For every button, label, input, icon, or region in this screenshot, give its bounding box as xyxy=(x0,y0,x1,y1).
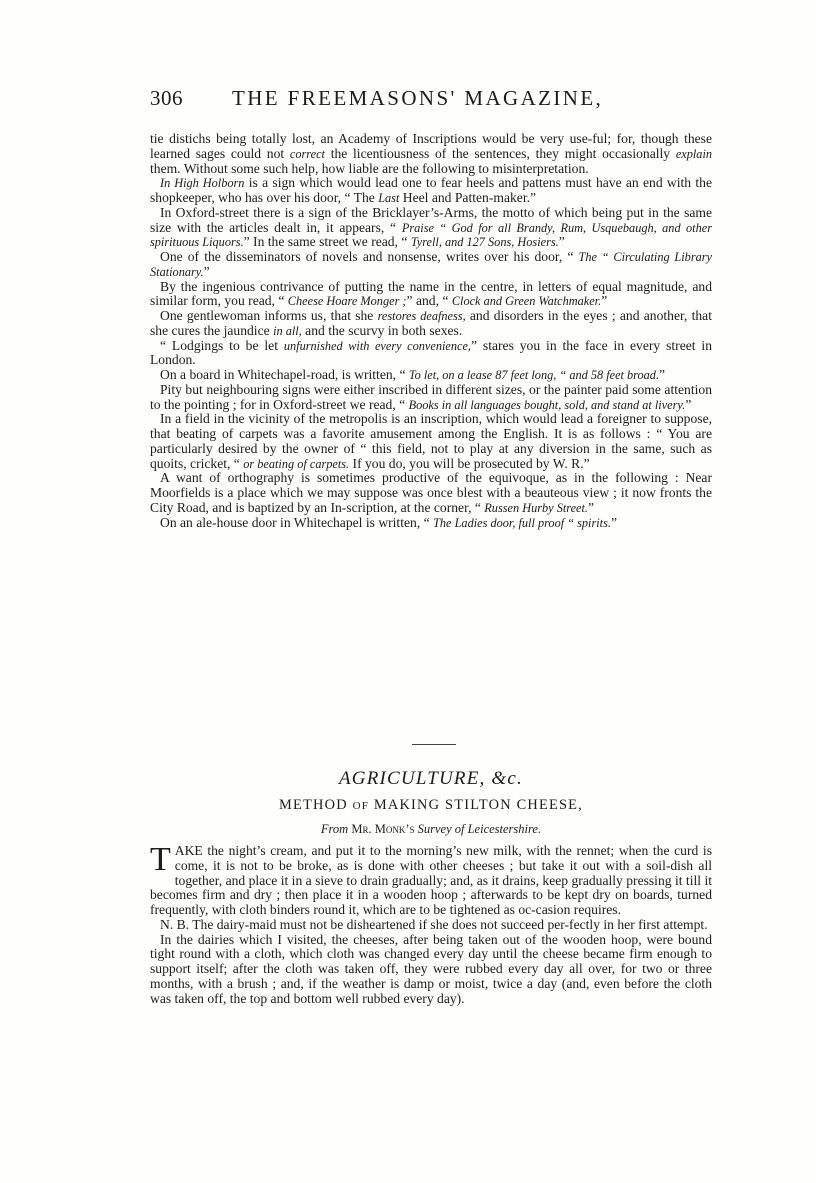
text-run: In the dairies which I visited, the cheeses, after being taken out of the wooden hoop, were bound tight round with a cloth, which cloth was changed every day until the cheese became firm enough to support itself; after the cloth was taken off, they were rubbed every day all over, for two or three months, with a brush ; and, if the weather is damp or moist, twice a day (and, even before the cloth was taken off, the top and bottom well rubbed every day). xyxy=(150,931,712,1006)
paragraph xyxy=(150,471,712,515)
paragraph xyxy=(150,280,712,310)
text-run: and disorders in the eyes ; and another, that she cures the jaundice xyxy=(150,308,712,338)
paragraph xyxy=(150,309,712,339)
text-run: ” stares you in the face in every street in London. xyxy=(150,337,713,368)
source-prefix: From xyxy=(320,822,349,836)
paragraph xyxy=(150,339,712,369)
paragraph xyxy=(150,918,712,933)
text-run: ” xyxy=(685,396,692,412)
paragraph xyxy=(150,132,712,176)
page-number: 306 xyxy=(150,86,183,110)
text-run: On a board in Whitechapel-road, is written, “ xyxy=(160,367,409,382)
text-run: Pity but neighbouring signs were either inscribed in different sizes, or the painter paid some attention to the pointing ; for in Oxford-street we read, “ xyxy=(150,381,712,412)
source-author: Mr. Monk’s xyxy=(351,822,415,836)
italic-run: correct xyxy=(289,146,325,161)
paragraph xyxy=(150,176,712,206)
italic-run: Clock and Green Watchmaker. xyxy=(451,294,602,309)
italic-run: unfurnished with every convenience, xyxy=(283,338,471,353)
italic-run: The Ladies door, full proof “ spirits. xyxy=(433,515,611,530)
paragraph xyxy=(150,368,712,383)
italic-run: The “ Circulating Library Stationary. xyxy=(150,250,712,279)
italic-run: In High Holborn xyxy=(160,176,245,191)
text-run: them. Without some such help, how liable are the following to misinterpretation. xyxy=(150,160,589,176)
italic-run: Cheese Hoare Monger ; xyxy=(287,294,407,309)
article-subtitle xyxy=(150,797,712,814)
paragraph xyxy=(150,841,712,918)
text-run: One gentlewoman informs us, that she xyxy=(160,308,378,323)
italic-run: To let, on a lease 87 feet long, “ and 58 feet broad. xyxy=(408,368,660,382)
text-run: ” and, “ xyxy=(406,293,452,309)
italic-run: in all, xyxy=(273,323,302,338)
text-run: “ Lodgings to be let xyxy=(160,337,284,353)
paragraph xyxy=(150,383,712,413)
section-title: AGRICULTURE, &c. xyxy=(338,768,523,789)
paragraph xyxy=(150,250,712,280)
italic-run: Russen Hurby Street. xyxy=(484,500,589,515)
text-run: ” xyxy=(601,293,608,309)
text-run: By the ingenious contrivance of putting the name in the centre, in letters of equal magnitude, and similar form, you read, “ xyxy=(150,278,712,309)
italic-run: Tyrell, and 127 Sons, Hosiers. xyxy=(410,235,559,250)
text-run: ” xyxy=(588,499,595,515)
text-run: In Oxford-street there is a sign of the Bricklayer’s-Arms, the motto of which being put in the same size with the articles dealt in, it appears, “ xyxy=(150,204,712,235)
text-run: ” In the same street we read, “ xyxy=(243,234,411,250)
subtitle-part: OF xyxy=(352,800,370,812)
italic-run: restores deafness, xyxy=(377,309,466,323)
paragraph xyxy=(150,516,712,531)
text-run: ” xyxy=(610,514,617,530)
running-head xyxy=(150,86,710,120)
text-run: A want of orthography is sometimes productive of the equivoque, as in the following : Near Moorfields is a place which we may suppose was once blest with a beauteous view ; it now fronts the City Road, and is baptized by an In-scription, at the corner, “ xyxy=(150,470,712,515)
source-work: Survey of Leicestershire. xyxy=(414,822,542,836)
text-run: Heel and Patten-maker.” xyxy=(399,190,537,205)
text-run: N. B. The dairy-maid must not be disheartened if she does not succeed per-fectly in her first attempt. xyxy=(160,916,708,932)
paragraph xyxy=(150,412,712,471)
text-run: AKE the night’s cream, and put it to the morning’s new milk, with the rennet; when the curd is come, it is not to be broke, as is done with other cheeses ; but take it out with a soil-dish all together, and place it in a sieve to drain gradually; and, as it drains, keep gradually pressing it till it becomes firm and dry ; then place it in a wooden hoop ; afterwards to be kept dry on boards, turned frequently, with cloth binders round it, which are to be tightened as oc-casion requires. xyxy=(150,843,712,917)
italic-run: explain xyxy=(675,146,713,161)
text-run: the licentiousness of the sentences, they might occasionally xyxy=(324,145,676,161)
text-run: One of the disseminators of novels and nonsense, writes over his door, “ xyxy=(160,249,579,264)
text-run: ” xyxy=(659,367,666,382)
italic-run: or beating of carpets. xyxy=(243,456,350,471)
article-body xyxy=(150,132,712,530)
subtitle-part: METHOD xyxy=(279,797,353,813)
text-run: ” xyxy=(203,263,210,279)
text-run: ” xyxy=(558,234,565,250)
italic-run: Praise “ God for all Brandy, Rum, Usquebaugh, and other spirituous Liquors. xyxy=(150,220,712,250)
drop-cap: T xyxy=(150,841,171,878)
text-run: If you do, you will be prosecuted by W. R.” xyxy=(349,455,590,471)
italic-run: Books in all languages bought, sold, and stand at livery. xyxy=(408,397,686,412)
text-run: and the scurvy in both sexes. xyxy=(301,322,463,338)
section-divider-rule xyxy=(412,744,456,745)
paragraph xyxy=(150,933,712,1007)
text-run: tie distichs being totally lost, an Academy of Inscriptions would be very use-ful; for, though these learned sages could not xyxy=(150,131,712,161)
paragraph xyxy=(150,206,712,250)
agriculture-body xyxy=(150,841,712,1006)
subtitle-part: MAKING STILTON CHEESE, xyxy=(369,797,583,813)
journal-title: THE FREEMASONS' MAGAZINE, xyxy=(232,86,604,110)
article-source xyxy=(150,822,712,837)
text-run: In a field in the vicinity of the metropolis is an inscription, which would lead a foreigner to suppose, that beating of carpets was a favorite amusement among the English. It is as follows : “ You are particularly desired by the owner of “ this field, not to play at any diversion in the same, such as quoits, cricket, “ xyxy=(150,411,712,471)
italic-run: Last xyxy=(378,191,400,205)
text-run: On an ale-house door in Whitechapel is written, “ xyxy=(160,514,434,530)
text-run: is a sign which would lead one to fear heels and pattens must have an end with the shopkeeper, who has over his door, “ The xyxy=(150,175,712,205)
